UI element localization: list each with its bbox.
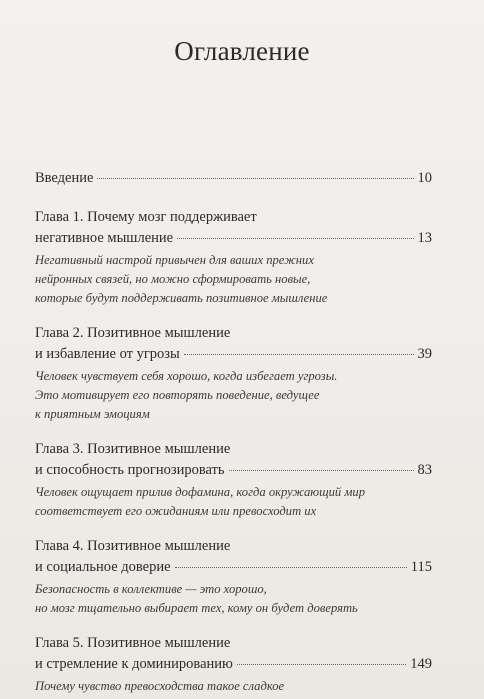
description-line: Почему чувство превосходства такое сладкое <box>35 679 285 693</box>
page-number: 39 <box>417 346 432 362</box>
chapter-title-line-1: Глава 3. Позитивное мышление <box>35 441 231 457</box>
chapter-title-line-1: Глава 4. Позитивное мышление <box>35 538 231 554</box>
page-number: 149 <box>410 656 432 672</box>
description-line: которые будут поддерживать позитивное мышление <box>35 291 328 305</box>
chapter-title-line-2: негативное мышление <box>35 230 174 246</box>
description-line: соответствует его ожиданиям или превосходит их <box>35 504 317 518</box>
table-of-contents <box>35 168 432 696</box>
toc-line <box>35 344 432 365</box>
chapter-title-line-2: и социальное доверие <box>35 559 171 575</box>
page-number: 13 <box>417 230 432 246</box>
chapter-title-line-1: Глава 2. Позитивное мышление <box>35 325 231 341</box>
dot-leader <box>97 178 413 179</box>
toc-entry-chapter-3 <box>35 439 432 521</box>
description-line: Негативный настрой привычен для ваших прежних <box>35 253 314 267</box>
dot-leader <box>229 470 414 471</box>
chapter-title-line-2: и стремление к доминированию <box>35 656 233 672</box>
toc-entry-chapter-4 <box>35 536 432 618</box>
toc-entry-chapter-2 <box>35 323 432 424</box>
toc-line <box>35 654 432 675</box>
description-line: к приятным эмоциям <box>35 407 150 421</box>
chapter-title-line-1: Глава 5. Позитивное мышление <box>35 635 231 651</box>
page-number: 10 <box>417 170 432 186</box>
page-title: Оглавление <box>174 36 310 66</box>
chapter-title-line-2: и избавление от угрозы <box>35 346 180 362</box>
page-number: 83 <box>417 462 432 478</box>
dot-leader <box>177 238 413 239</box>
chapter-description <box>35 251 432 308</box>
dot-leader <box>175 567 407 568</box>
description-line: Человек чувствует себя хорошо, когда избегает угрозы. <box>35 369 338 383</box>
toc-entry-label: Введение <box>35 170 94 186</box>
dot-leader <box>237 664 406 665</box>
toc-line <box>35 168 432 189</box>
chapter-description <box>35 483 432 521</box>
toc-line <box>35 557 432 578</box>
description-line: но мозг тщательно выбирает тех, кому он будет доверять <box>35 601 358 615</box>
toc-entry-chapter-1 <box>35 207 432 308</box>
chapter-title-line-1: Глава 1. Почему мозг поддерживает <box>35 209 257 225</box>
toc-line <box>35 228 432 249</box>
toc-entry-chapter-5 <box>35 633 432 696</box>
toc-line <box>35 460 432 481</box>
chapter-description <box>35 677 432 696</box>
description-line: Это мотивирует его повторять поведение, ведущее <box>35 388 320 402</box>
page-number: 115 <box>410 559 432 575</box>
description-line: Безопасность в коллективе — это хорошо, <box>35 582 267 596</box>
description-line: Человек ощущает прилив дофамина, когда окружающий мир <box>35 485 366 499</box>
dot-leader <box>184 354 414 355</box>
chapter-title-line-2: и способность прогнозировать <box>35 462 225 478</box>
toc-entry-intro <box>35 168 432 189</box>
chapter-description <box>35 367 432 424</box>
chapter-description <box>35 580 432 618</box>
description-line: нейронных связей, но можно сформировать новые, <box>35 272 311 286</box>
